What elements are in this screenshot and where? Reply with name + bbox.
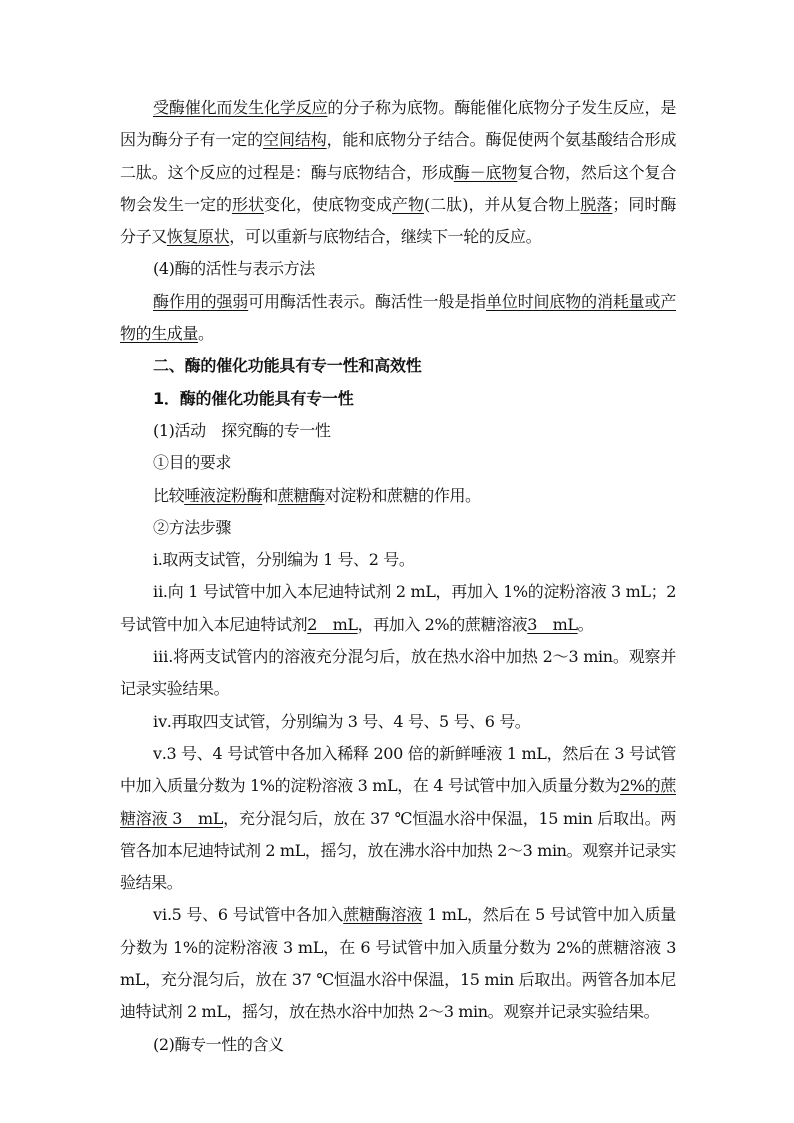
specificity-meaning-heading: (2)酶专一性的含义 — [153, 1034, 284, 1054]
blank-answer: 脱落 — [580, 194, 613, 214]
blank-answer: 受酶催化而发生化学反应 — [153, 98, 328, 117]
blank-answer: 形状 — [231, 194, 264, 214]
paragraph-text: 可用酶活性表示。酶活性一般是指 — [248, 291, 486, 311]
paragraph-text: ⅱ.向 1 号试管中加入本尼迪特试剂 2 mL，再加入 1%的淀粉溶液 3 mL；2 号试管中加入本尼迪特试剂 — [120, 582, 676, 634]
paragraph-text: 1 mL，然后在 5 号试管中加入质量分数为 1%的淀粉溶液 3 mL，在 6 号试管中加入质量分数为 2%的蔗糖溶液 3 mL，充分混匀后，放在 37 ℃恒温水浴中保温，15 min 后取出。两管各加本尼迪特试剂 2 mL，摇匀，放在热水浴中加热 2～3 min。观察并记录实验结果。 — [120, 905, 676, 1022]
blank-answer: 恢复原状 — [166, 227, 230, 247]
step-4: ⅳ.再取四支试管，分别编为 3 号、4 号、5 号、6 号。 — [153, 711, 531, 731]
activity-heading: (1)活动 探究酶的专一性 — [153, 420, 331, 440]
blank-answer: 蔗糖酶溶液 — [343, 905, 423, 925]
goal-paragraph — [120, 480, 676, 512]
paragraph-text: 复合物，然后这个复合物会发生一定的 — [120, 162, 676, 214]
blank-answer: 单位时间底物的消耗量或产物的生成量 — [120, 291, 676, 344]
paragraph-text: ⅵ.5 号、6 号试管中各加入 — [153, 905, 344, 925]
paragraph-text: 和 — [262, 485, 278, 505]
paragraph-text: ，再加入 2%的蔗糖溶液 — [357, 614, 528, 634]
paragraph-text: 。 — [198, 324, 214, 344]
paragraph-text: 对淀粉和蔗糖的作用。 — [324, 485, 481, 505]
enzyme-activity-paragraph — [120, 286, 676, 351]
paragraph-text: 。 — [577, 614, 594, 634]
paragraph-text: 的分子称为底物。酶能催化底物分子发生反应，是因为酶分子有一定的 — [120, 98, 676, 150]
step-5 — [120, 738, 676, 899]
blank-answer: 产物 — [391, 194, 424, 214]
blank-answer: 蔗糖酶 — [277, 485, 325, 505]
method-heading: ②方法步骤 — [153, 517, 232, 537]
step-2 — [120, 576, 676, 641]
paragraph-text: 变化，使底物变成 — [263, 194, 392, 214]
blank-answer: 唾液淀粉酶 — [184, 485, 263, 505]
paragraph-text: ，可以重新与底物结合，继续下一轮的反应。 — [229, 227, 542, 247]
step-3: ⅲ.将两支试管内的溶液充分混匀后，放在热水浴中加热 2～3 min。观察并记录实验结果。 — [120, 647, 676, 699]
step-1: ⅰ.取两支试管，分别编为 1 号、2 号。 — [153, 550, 415, 570]
section-heading: 二、酶的催化功能具有专一性和高效性 — [153, 356, 422, 376]
blank-answer: 2 mL — [307, 614, 358, 634]
paragraph-text: 比较 — [153, 485, 185, 505]
paragraph-text: ，充分混匀后，放在 37 ℃恒温水浴中保温，15 min 后取出。两管各加本尼迪特试剂 2 mL，摇匀，放在沸水浴中加热 2～3 min。观察并记录实验结果。 — [120, 808, 676, 893]
blank-answer: 酶作用的强弱 — [153, 291, 249, 311]
blank-answer: 2%的蔗糖溶液 3 mL — [120, 776, 676, 828]
blank-answer: 3 mL — [527, 614, 578, 634]
paragraph-text: ，能和底物分子结合。酶促使两个氨基酸结合形成二肽。这个反应的过程是：酶与底物结合，形成 — [120, 130, 676, 182]
goal-heading: ①目的要求 — [153, 453, 232, 473]
paragraph-text: (二肽)，并从复合物上 — [423, 194, 581, 214]
document-page — [120, 92, 676, 1061]
blank-answer: 空间结构 — [263, 130, 327, 150]
blank-answer: 酶－底物 — [453, 162, 518, 182]
enzyme-activity-heading: (4)酶的活性与表示方法 — [153, 259, 315, 279]
paragraph-text: ⅴ.3 号、4 号试管中各加入稀释 200 倍的新鲜唾液 1 mL，然后在 3 号试管中加入质量分数为 1%的淀粉溶液 3 mL，在 4 号试管中加入质量分数为 — [120, 743, 676, 796]
paragraph-text: ；同时酶分子又 — [120, 194, 677, 247]
subsection-heading: 1．酶的催化功能具有专一性 — [153, 388, 354, 408]
substrate-paragraph — [120, 92, 676, 253]
step-6 — [120, 899, 676, 1028]
